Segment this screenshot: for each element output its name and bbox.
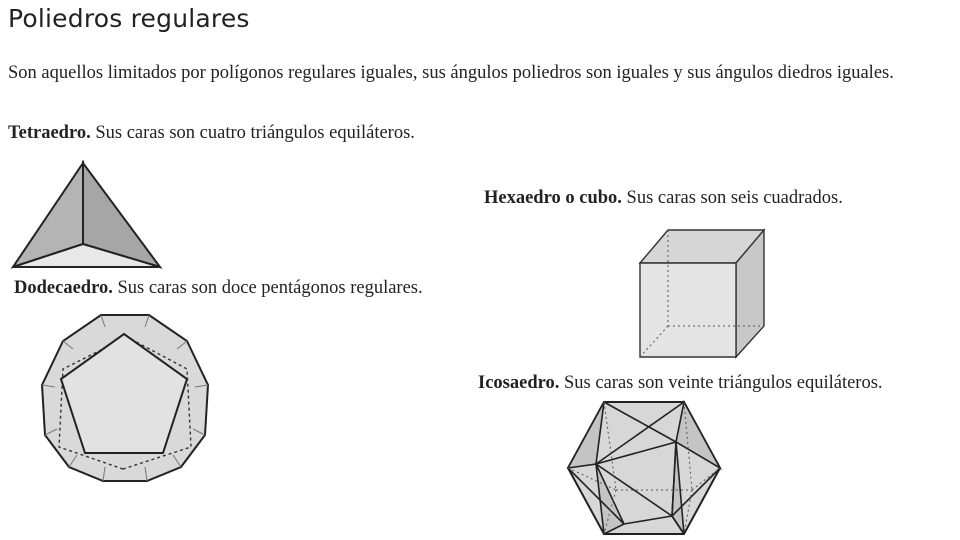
icosaedro-figure bbox=[560, 400, 730, 540]
tetraedro-caption bbox=[8, 123, 415, 144]
tetraedro-description: Sus caras son cuatro triángulos equiláteros. bbox=[90, 123, 415, 143]
dodecaedro-description: Sus caras son doce pentágonos regulares. bbox=[112, 278, 423, 298]
intro-paragraph: Son aquellos limitados por polígonos regulares iguales, sus ángulos poliedros son iguales y sus ángulos diedros iguales. bbox=[8, 63, 894, 83]
icosaedro-caption bbox=[478, 373, 883, 394]
hexaedro-description: Sus caras son seis cuadrados. bbox=[621, 188, 843, 208]
tetraedro-name: Tetraedro. bbox=[8, 123, 91, 143]
hexaedro-front-face bbox=[640, 263, 736, 357]
hexaedro-caption bbox=[484, 188, 843, 209]
page-title: Poliedros regulares bbox=[8, 4, 250, 33]
icosaedro-outline bbox=[568, 402, 720, 534]
tetraedro-figure bbox=[10, 160, 165, 272]
dodecaedro-figure bbox=[40, 312, 210, 482]
dodecaedro-name: Dodecaedro. bbox=[14, 278, 113, 298]
icosaedro-description: Sus caras son veinte triángulos equiláteros. bbox=[559, 373, 883, 393]
icosaedro-name: Icosaedro. bbox=[478, 373, 560, 393]
hexaedro-figure bbox=[638, 225, 770, 361]
hexaedro-name: Hexaedro o cubo. bbox=[484, 188, 622, 208]
dodecaedro-caption bbox=[14, 278, 423, 299]
